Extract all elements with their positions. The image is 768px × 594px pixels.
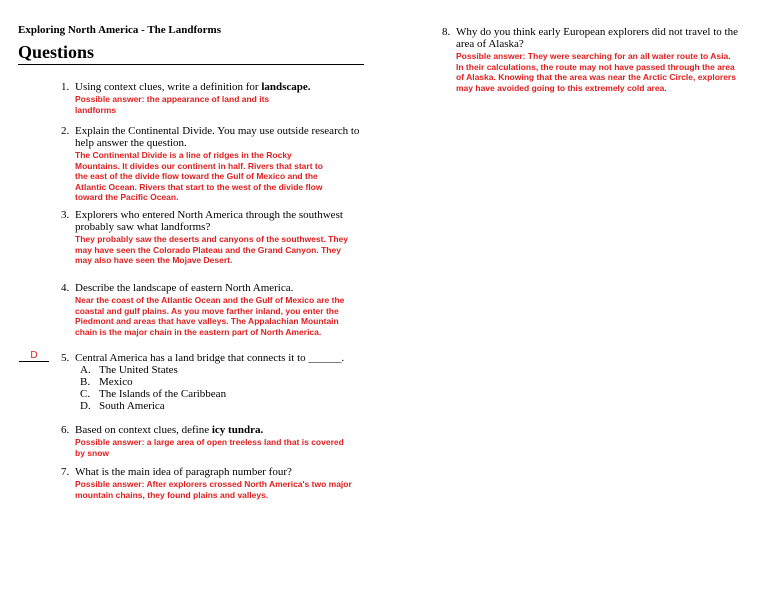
question-prompt: Explain the Continental Divide. You may use outside research to help answer the question. xyxy=(75,125,360,149)
prompt-text: Based on context clues, define xyxy=(75,424,210,436)
section-heading: Questions xyxy=(18,41,364,65)
question-8 xyxy=(442,26,752,93)
question-7 xyxy=(61,466,367,500)
answer-text: Possible answer: They were searching for an all water route to Asia. In their calculations, the route may not have passed through the area of Alaska. Knowing that the area was near the Arctic Circle, explorers may have avoided going to this extremely cold area. xyxy=(456,51,736,93)
question-number: 2. xyxy=(61,125,70,137)
prompt-term: icy tundra. xyxy=(211,424,264,436)
choice-letter: C. xyxy=(80,388,91,400)
choice-c xyxy=(80,388,367,400)
question-prompt: What is the main idea of paragraph number four? xyxy=(75,466,292,478)
choice-b xyxy=(80,376,367,388)
choice-a xyxy=(80,364,367,376)
question-2 xyxy=(61,125,367,203)
answer-text: Possible answer: After explorers crossed North America's two major mountain chains, they found plains and valleys. xyxy=(75,479,352,500)
question-4 xyxy=(61,282,367,337)
question-number: 8. xyxy=(442,26,451,38)
question-3 xyxy=(61,209,367,266)
question-5 xyxy=(61,352,367,412)
answer-text: They probably saw the deserts and canyons of the southwest. They may have seen the Colorado Plateau and the Grand Canyon. They may also have seen the Mojave Desert. xyxy=(75,234,349,265)
answer-blank: D xyxy=(19,350,49,362)
choice-list xyxy=(80,364,367,412)
choice-letter: B. xyxy=(80,376,91,388)
question-number: 7. xyxy=(61,466,70,478)
answer-text: Near the coast of the Atlantic Ocean and the Gulf of Mexico are the coastal and gulf plains. As you move farther inland, you enter the Piedmont and areas that have valleys. The Appalachian Mountain chain is the major chain in the eastern part of North America. xyxy=(75,295,345,337)
question-prompt xyxy=(75,81,361,93)
question-number: 3. xyxy=(61,209,70,221)
choice-text: South America xyxy=(99,400,165,412)
choice-letter: A. xyxy=(80,364,91,376)
question-prompt: Why do you think early European explorers did not travel to the area of Alaska? xyxy=(456,26,738,50)
question-prompt: Describe the landscape of eastern North America. xyxy=(75,282,294,294)
choice-text: The Islands of the Caribbean xyxy=(99,388,227,400)
question-number: 4. xyxy=(61,282,70,294)
question-number: 5. xyxy=(61,352,70,364)
choice-letter: D. xyxy=(80,400,91,412)
question-number: 6. xyxy=(61,424,70,436)
answer-text: Possible answer: a large area of open treeless land that is covered by snow xyxy=(75,437,344,458)
question-1 xyxy=(61,81,361,115)
prompt-term: landscape. xyxy=(261,81,311,93)
choice-d xyxy=(80,400,367,412)
question-prompt xyxy=(75,424,367,436)
choice-text: Mexico xyxy=(99,376,133,388)
question-6 xyxy=(61,424,367,458)
prompt-text: Using context clues, write a definition for xyxy=(75,81,259,93)
answer-text: Possible answer: the appearance of land and its landforms xyxy=(75,94,270,115)
question-number: 1. xyxy=(61,81,70,93)
question-prompt: Central America has a land bridge that connects it to ______. xyxy=(75,352,345,364)
answer-text: The Continental Divide is a line of ridges in the Rocky Mountains. It divides our continent in half. Rivers that start to the east of the divide flow toward the Gulf of Mexico and the Atlantic Ocean. Rivers that start to the west of the divide flow toward the Pacific Ocean. xyxy=(75,150,323,202)
question-prompt: Explorers who entered North America through the southwest probably saw what landforms? xyxy=(75,209,343,233)
choice-text: The United States xyxy=(99,364,178,376)
document-title: Exploring North America - The Landforms xyxy=(18,24,221,36)
